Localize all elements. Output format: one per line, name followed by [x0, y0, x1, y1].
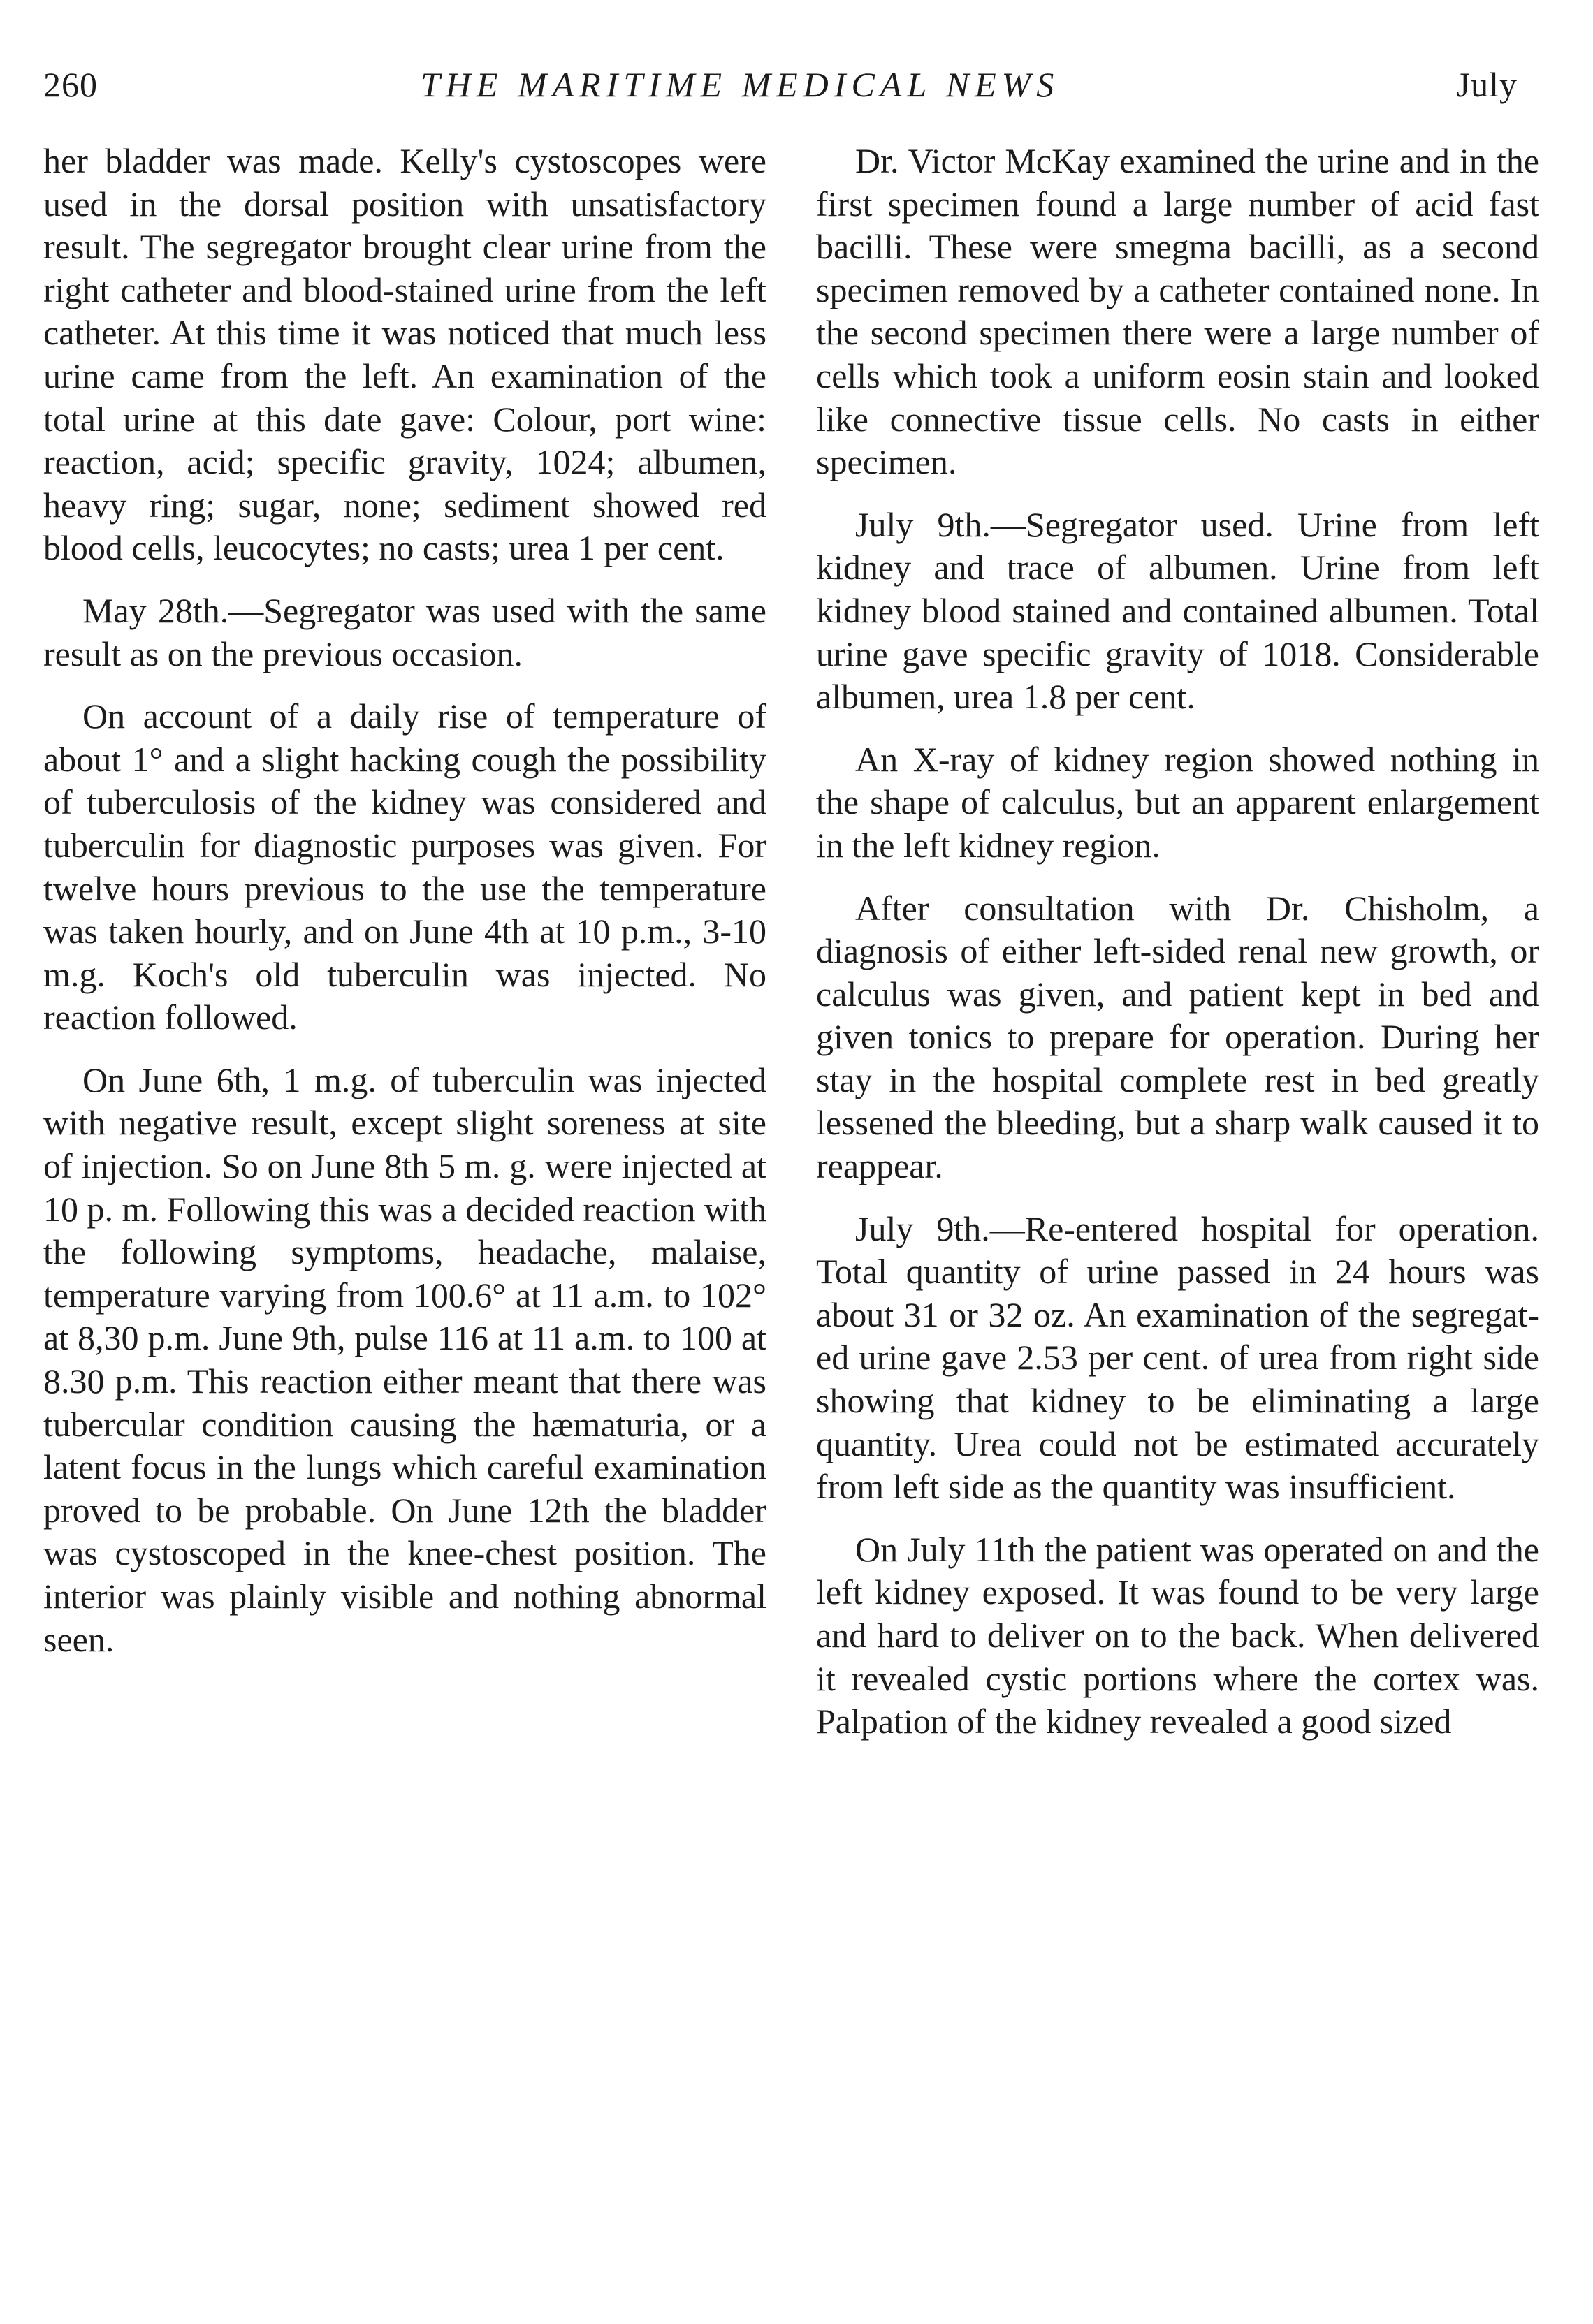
paragraph: On July 11th the patient was operated on and the left kidney exposed. It was found to be very large and hard to deliver on to the back. When delivered it revealed cystic portions where the cortex was. Palpation of the kidney revealed a good sized [816, 1529, 1539, 1741]
right-column [816, 140, 1539, 1763]
issue-month: July [1456, 65, 1518, 104]
paragraph: July 9th.—Segregator used. Urine from left kidney and trace of albumen. Urine from left kidney blood stained and contained albumen. Total urine gave specific gravity of 1018. Considerable albumen, urea 1.8 per cent. [816, 504, 1539, 717]
paragraph: An X-ray of kidney region showed nothing in the shape of calculus, but an apparent enlargement in the left kidney region. [816, 739, 1539, 865]
paragraph: On account of a daily rise of temperature of about 1° and a slight hacking cough the possibility of tuberculosis of the kidney was considered and tuberculin for diagnostic purposes was given. For twelve hours previous to the use the temperature was taken hourly, and on June 4th at 10 p.m., 3-10 m.g. Koch's old tuberculin was injected. No reaction followed. [43, 696, 766, 1037]
paragraph: After consultation with Dr. Chisholm, a diagnosis of either left-sided renal new growth, or calculus was given, and patient kept in bed and given tonics to prepare for operation. During her stay in the hospital complete rest in bed greatly lessened the bleeding, but a sharp walk caused it to reappear. [816, 888, 1539, 1186]
left-column [43, 140, 766, 1681]
journal-title: THE MARITIME MEDICAL NEWS [421, 65, 1060, 104]
page-number: 260 [43, 65, 98, 104]
paragraph: July 9th.—Re-entered hospital for operation. Total quantity of urine passed in 24 hours was about 31 or 32 oz. An examination of the segregated urine gave 2.53 per cent. of urea from right side showing that kidney to be eliminating a large quantity. Urea could not be estimated accurately from left side as the quantity was insufficient. [816, 1208, 1539, 1507]
running-header [43, 64, 1518, 113]
paragraph: On June 6th, 1 m.g. of tuberculin was injected with negative result, except slight soreness at site of injection. So on June 8th 5 m. g. were injected at 10 p. m. Following this was a decided reaction with the following symptoms, headache, malaise, temperature varying from 100.6° at 11 a.m. to 102° at 8,30 p.m. June 9th, pulse 116 at 11 a.m. to 100 at 8.30 p.m. This reaction either meant that there was tubercular condition causing the hæmaturia, or a latent focus in the lungs which careful examination proved to be probable. On June 12th the bladder was cystoscoped in the knee-chest position. The interior was plainly visible and nothing abnormal seen. [43, 1060, 766, 1659]
paragraph: Dr. Victor McKay examined the urine and in the first specimen found a large number of acid fast bacilli. These were smegma bacilli, as a second specimen removed by a catheter contained none. In the second specimen there were a large number of cells which took a uniform eosin stain and looked like connective tissue cells. No casts in either specimen. [816, 141, 1539, 482]
paragraph: her bladder was made. Kelly's cystoscopes were used in the dorsal position with unsatisfactory result. The segregator brought clear urine from the right catheter and blood-stained urine from the left catheter. At this time it was noticed that much less urine came from the left. An examination of the total urine at this date gave: Colour, port wine: reaction, acid; specific gravity, 1024; albumen, heavy ring; sugar, none; sediment showed red blood cells, leucocytes; no casts; urea 1 per cent. [43, 141, 766, 568]
paragraph: May 28th.—Segregator was used with the same result as on the previous occasion. [43, 590, 766, 673]
